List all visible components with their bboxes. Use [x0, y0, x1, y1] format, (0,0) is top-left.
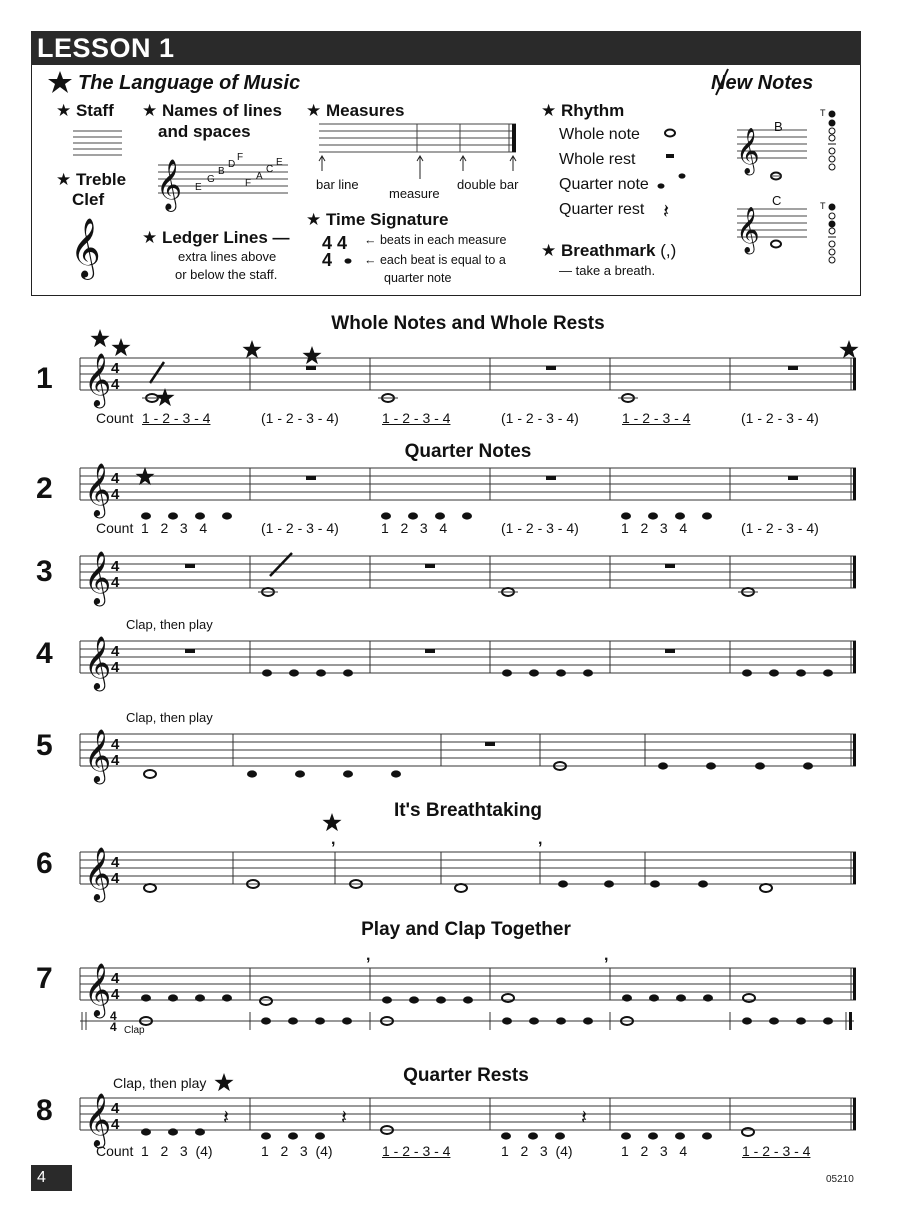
whole-rest: [306, 476, 316, 480]
catalog-code: 05210: [826, 1174, 854, 1185]
quarter-note: [796, 669, 806, 676]
quarter-note: [195, 994, 205, 1001]
star-icon: [112, 338, 131, 356]
quarter-note: [315, 1017, 325, 1024]
lines-spaces-clef-icon: 𝄞: [156, 160, 183, 209]
quarter-note: [381, 512, 391, 519]
clap-ts-top: 4: [110, 1009, 117, 1023]
quarter-note: [755, 762, 765, 769]
whole-note: [144, 884, 156, 892]
whole-rest: [546, 366, 556, 370]
quarter-note: [621, 1132, 631, 1139]
line5-ts-top: 4: [111, 736, 120, 753]
quarter-note: [583, 669, 593, 676]
staff-label: ★ Staff: [56, 101, 114, 120]
quarter-rest-label: Quarter rest: [559, 201, 645, 218]
line6-ts-top: 4: [111, 854, 120, 871]
line8-count-1: 1 2 3 (4): [141, 1143, 213, 1159]
quarter-note: [436, 996, 446, 1003]
star-icon: [156, 388, 175, 406]
quarter-note: [502, 669, 512, 676]
quarter-note: [462, 512, 472, 519]
line-letter-e: E: [195, 182, 202, 193]
new-note-c-label: C: [772, 193, 782, 208]
line8-count-3: 1 - 2 - 3 - 4: [382, 1143, 451, 1159]
measures-label: ★ Measures: [306, 101, 405, 120]
quarter-note: [342, 1017, 352, 1024]
quarter-note: [382, 996, 392, 1003]
ts-bottom-desc-2: quarter note: [384, 271, 452, 285]
time-signature-top: 4 4: [322, 233, 348, 253]
quarter-note-label: Quarter note: [559, 176, 649, 193]
quarter-note: [702, 1132, 712, 1139]
ledger-desc-1: extra lines above: [178, 249, 277, 264]
ledger-desc-2: or below the staff.: [175, 267, 278, 282]
quarter-note: [409, 996, 419, 1003]
quarter-note: [583, 1017, 593, 1024]
star-icon: [215, 1073, 234, 1091]
quarter-note: [195, 512, 205, 519]
ledger-lines-label: ★ Ledger Lines —: [142, 228, 290, 247]
whole-rest: [425, 564, 435, 568]
quarter-note: [141, 512, 151, 519]
line7-clef-icon: 𝄞: [84, 963, 112, 1015]
line4-final-thick: [853, 641, 856, 673]
fingering-t-c: T: [820, 201, 826, 211]
quarter-note: [698, 880, 708, 887]
line3-ts-bottom: 4: [111, 574, 120, 591]
quarter-note: [703, 994, 713, 1001]
quarter-note: [315, 1132, 325, 1139]
star-icon: [91, 329, 110, 347]
line2-number: 2: [36, 472, 53, 505]
whole-rest: [788, 366, 798, 370]
line5-number: 5: [36, 729, 53, 762]
line8-count-label: Count: [96, 1143, 134, 1159]
quarter-note: [803, 762, 813, 769]
whole-note: [260, 997, 272, 1005]
star-icon: [840, 340, 859, 358]
whole-rest: [185, 564, 195, 568]
time-signature-label: ★ Time Signature: [306, 210, 449, 229]
whole-rest: [485, 742, 495, 746]
lines-spaces-label-1: ★ Names of lines: [142, 101, 282, 120]
quarter-note: [742, 669, 752, 676]
quarter-note: [529, 1017, 539, 1024]
line2-ts-top: 4: [111, 470, 120, 487]
line5-final-thick: [853, 734, 856, 766]
whole-note: [743, 994, 755, 1002]
quarter-note: [222, 994, 232, 1001]
line3-clef-icon: 𝄞: [84, 551, 112, 603]
line5-ts-bottom: 4: [111, 752, 120, 769]
line1-title: Whole Notes and Whole Rests: [331, 313, 605, 334]
line1-count-4: (1 - 2 - 3 - 4): [501, 410, 579, 426]
line1-ts-top: 4: [111, 360, 120, 377]
breath-mark: ,: [366, 947, 371, 964]
quarter-note: [622, 994, 632, 1001]
line2-count-3: 1 2 3 4: [381, 520, 448, 536]
quarter-note: [650, 880, 660, 887]
line1-count-3: 1 - 2 - 3 - 4: [382, 410, 451, 426]
quarter-note: [702, 512, 712, 519]
quarter-note: [769, 1017, 779, 1024]
line1-count-1: 1 - 2 - 3 - 4: [142, 410, 211, 426]
quarter-note: [295, 770, 305, 777]
quarter-note: [555, 1132, 565, 1139]
bar-line-label: bar line: [316, 177, 359, 192]
quarter-note: [649, 994, 659, 1001]
quarter-note: [222, 512, 232, 519]
line1-count-label: Count: [96, 410, 134, 426]
quarter-note: [528, 1132, 538, 1139]
quarter-note: [343, 770, 353, 777]
line8-count-4: 1 2 3 (4): [501, 1143, 573, 1159]
quarter-note: [435, 512, 445, 519]
line6-final-thick: [853, 852, 856, 884]
line3-number: 3: [36, 555, 53, 588]
quarter-note: [168, 1128, 178, 1135]
breath-mark: ,: [331, 831, 336, 848]
lesson-title: LESSON 1: [37, 33, 175, 63]
pencil-icon: [150, 362, 164, 383]
line4-ts-bottom: 4: [111, 659, 120, 676]
whole-note: [760, 884, 772, 892]
whole-rest: [788, 476, 798, 480]
quarter-note: [648, 512, 658, 519]
quarter-note: [463, 996, 473, 1003]
quarter-note: [316, 669, 326, 676]
line8-final-thick: [853, 1098, 856, 1130]
quarter-rest-icon: 𝄽: [663, 201, 670, 223]
line7-ts-bottom: 4: [111, 986, 120, 1003]
quarter-note: [742, 1017, 752, 1024]
quarter-note: [502, 1017, 512, 1024]
treble-clef-icon: 𝄞: [70, 219, 101, 277]
clap-final-thick: [849, 1012, 852, 1030]
quarter-note: [247, 770, 257, 777]
line2-count-2: (1 - 2 - 3 - 4): [261, 520, 339, 536]
whole-rest: [306, 366, 316, 370]
quarter-note: [658, 762, 668, 769]
line8-count-6: 1 - 2 - 3 - 4: [742, 1143, 811, 1159]
line7-number: 7: [36, 962, 53, 995]
line1-count-6: (1 - 2 - 3 - 4): [741, 410, 819, 426]
line2-clef-icon: 𝄞: [84, 463, 112, 515]
line4-ts-top: 4: [111, 643, 120, 660]
quarter-note: [288, 1132, 298, 1139]
quarter-note: [621, 512, 631, 519]
line-letter-g: G: [207, 174, 215, 185]
new-note-c-clef-icon: 𝄞: [736, 208, 760, 252]
line6-title: It's Breathtaking: [393, 800, 543, 821]
quarter-note: [408, 512, 418, 519]
quarter-note: [391, 770, 401, 777]
treble-label-1: ★ Treble: [56, 170, 127, 189]
quarter-rest: 𝄽: [581, 1107, 588, 1129]
line1-clef-icon: 𝄞: [84, 353, 112, 405]
quarter-note: [141, 994, 151, 1001]
whole-rest: [665, 649, 675, 653]
new-notes-title: New Notes: [711, 72, 814, 94]
line7-clap-label: Clap: [124, 1025, 145, 1036]
line2-count-label: Count: [96, 520, 134, 536]
line8-count-2: 1 2 3 (4): [261, 1143, 333, 1159]
double-bar-label: double bar: [457, 177, 519, 192]
line3-final-thick: [853, 556, 856, 588]
line1-final-thick: [853, 358, 856, 390]
line1-count-5: 1 - 2 - 3 - 4: [622, 410, 691, 426]
line2-count-4: (1 - 2 - 3 - 4): [501, 520, 579, 536]
whole-rest: [665, 564, 675, 568]
line-letter-f-top: F: [237, 152, 244, 163]
whole-note: [502, 994, 514, 1002]
quarter-rest: 𝄽: [341, 1107, 348, 1129]
whole-rest: [546, 476, 556, 480]
whole-rest-label: Whole rest: [559, 151, 636, 168]
line2-count-6: (1 - 2 - 3 - 4): [741, 520, 819, 536]
line-letter-d: D: [228, 159, 236, 170]
quarter-note: [168, 994, 178, 1001]
quarter-note: [501, 1132, 511, 1139]
line2-ts-bottom: 4: [111, 486, 120, 503]
quarter-note: [648, 1132, 658, 1139]
quarter-note: [676, 994, 686, 1001]
rhythm-label: ★ Rhythm: [541, 101, 625, 120]
fingering-t-b: T: [820, 108, 826, 118]
quarter-note: [769, 669, 779, 676]
quarter-note: [556, 1017, 566, 1024]
breath-mark: ,: [538, 831, 543, 848]
star-icon: [243, 340, 262, 358]
ts-top-desc: ← beats in each measure: [364, 233, 507, 247]
section-title: The Language of Music: [78, 72, 301, 94]
quarter-note: [529, 669, 539, 676]
quarter-note: [195, 1128, 205, 1135]
line3-ts-top: 4: [111, 558, 120, 575]
whole-note: [455, 884, 467, 892]
breathmark-desc: — take a breath.: [559, 263, 656, 278]
space-letter-f: F: [245, 178, 252, 189]
line4-number: 4: [36, 637, 53, 670]
quarter-note: [675, 1132, 685, 1139]
space-letter-a: A: [256, 171, 263, 182]
line1-count-2: (1 - 2 - 3 - 4): [261, 410, 339, 426]
quarter-note: [706, 762, 716, 769]
lines-spaces-label-2: and spaces: [158, 122, 251, 141]
quarter-note: [558, 880, 568, 887]
quarter-note: [261, 1132, 271, 1139]
line4-clef-icon: 𝄞: [84, 636, 112, 688]
line8-title: Quarter Rests: [403, 1065, 529, 1086]
quarter-note: [289, 669, 299, 676]
measure-label: measure: [389, 186, 440, 201]
star-icon: [136, 467, 155, 485]
quarter-note: [823, 1017, 833, 1024]
breathmark-label: ★ Breathmark (,): [541, 241, 677, 260]
line8-ts-top: 4: [111, 1100, 120, 1117]
quarter-note: [288, 1017, 298, 1024]
line1-number: 1: [36, 362, 53, 395]
quarter-note: [675, 512, 685, 519]
new-note-b-label: B: [774, 119, 783, 134]
line2-final-thick: [853, 468, 856, 500]
line6-clef-icon: 𝄞: [84, 847, 112, 899]
quarter-note: [823, 669, 833, 676]
breath-mark: ,: [604, 947, 609, 964]
whole-note-label: Whole note: [559, 126, 640, 143]
new-note-b-clef-icon: 𝄞: [736, 129, 760, 173]
line7-final-thick: [853, 968, 856, 1000]
quarter-note: [141, 1128, 151, 1135]
line2-count-5: 1 2 3 4: [621, 520, 688, 536]
quarter-note: [262, 669, 272, 676]
clap-ts-bottom: 4: [110, 1020, 117, 1034]
space-letter-c: C: [266, 164, 274, 175]
quarter-note: [604, 880, 614, 887]
line2-title: Quarter Notes: [404, 441, 532, 462]
line-letter-b: B: [218, 166, 225, 177]
quarter-rest: 𝄽: [223, 1107, 230, 1129]
space-letter-e: E: [276, 157, 283, 168]
line8-count-5: 1 2 3 4: [621, 1143, 688, 1159]
whole-rest: [425, 649, 435, 653]
quarter-note: [796, 1017, 806, 1024]
quarter-note: [343, 669, 353, 676]
line1-ts-bottom: 4: [111, 376, 120, 393]
treble-label-2: Clef: [72, 190, 105, 209]
line2-count-1: 1 2 3 4: [141, 520, 208, 536]
line8-direction: Clap, then play: [113, 1075, 207, 1091]
line7-ts-top: 4: [111, 970, 120, 987]
quarter-note: [261, 1017, 271, 1024]
line8-clef-icon: 𝄞: [84, 1093, 112, 1145]
whole-note: [144, 770, 156, 778]
quarter-note: [168, 512, 178, 519]
line5-clef-icon: 𝄞: [84, 729, 112, 781]
line6-number: 6: [36, 847, 53, 880]
star-icon: [303, 346, 322, 364]
quarter-note: [556, 669, 566, 676]
whole-note: [742, 1128, 754, 1136]
line8-number: 8: [36, 1094, 53, 1127]
page-number: 4: [31, 1165, 72, 1191]
line7-title: Play and Clap Together: [361, 919, 571, 940]
time-signature-bottom: 4: [322, 250, 333, 270]
line5-direction: Clap, then play: [126, 710, 213, 725]
whole-rest: [185, 649, 195, 653]
line8-ts-bottom: 4: [111, 1116, 120, 1133]
line6-ts-bottom: 4: [111, 870, 120, 887]
ts-bottom-desc-1: ← each beat is equal to a: [364, 253, 506, 267]
line4-direction: Clap, then play: [126, 617, 213, 632]
